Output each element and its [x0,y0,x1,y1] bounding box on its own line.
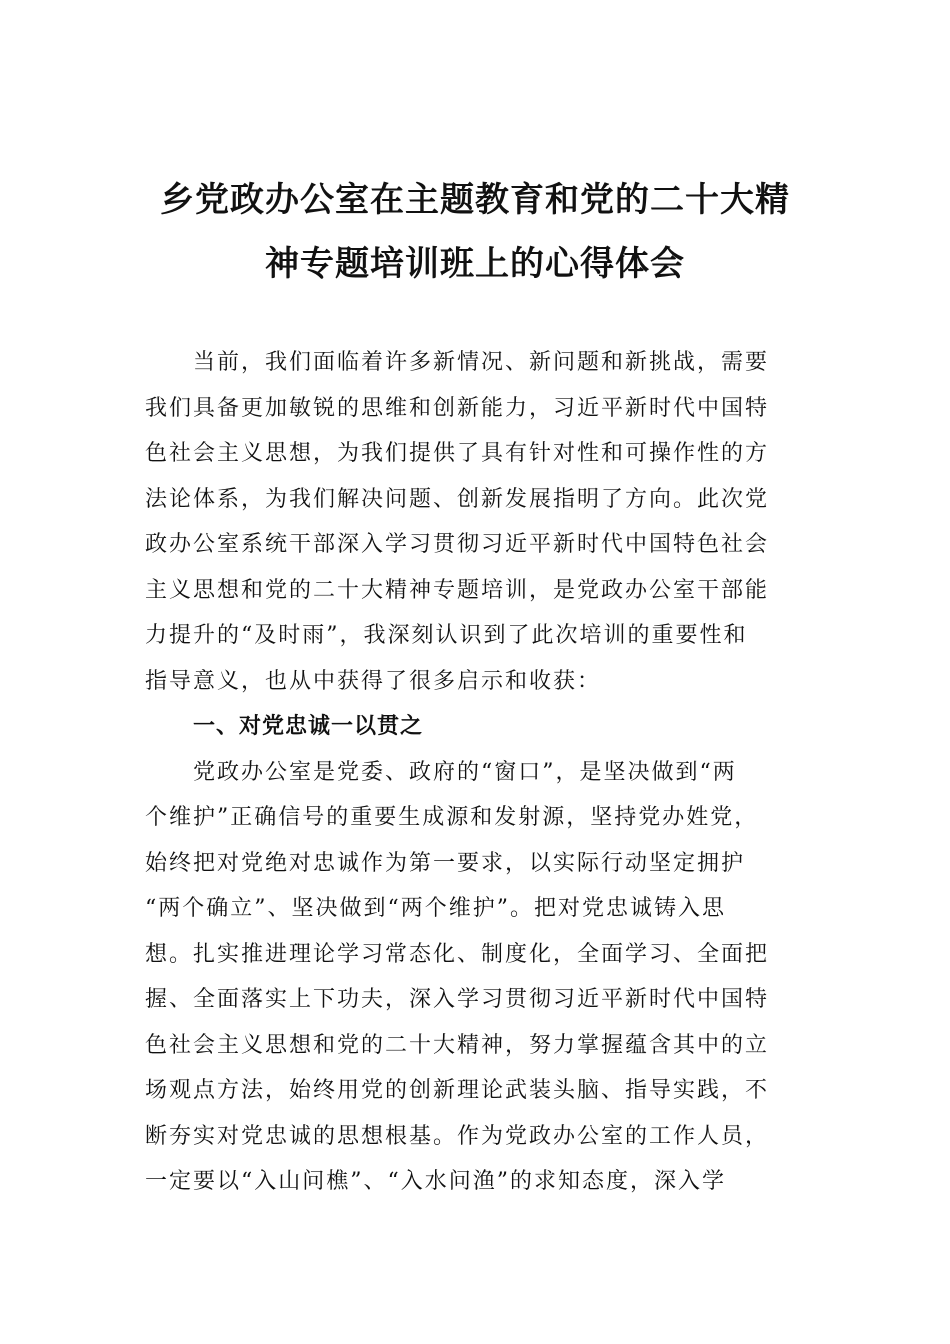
paragraph-line: 一定要以“入山问樵”、“入水问渔”的求知态度，深入学 [145,1169,726,1194]
paragraph-line: 我们具备更加敏锐的思维和创新能力，习近平新时代中国特 [145,395,770,421]
document-body [145,340,810,1205]
paragraph-line: 握、全面落实上下功夫，深入学习贯彻习近平新时代中国特 [145,987,770,1012]
paragraph-line: 法论体系，为我们解决问题、创新发展指明了方向。此次党 [145,486,770,512]
paragraph-line: “两个确立”、坚决做到“两个维护”。把对党忠诚铸入思 [145,896,726,921]
paragraph-line: 断夯实对党忠诚的思想根基。作为党政办公室的工作人员， [145,1123,770,1149]
paragraph-line: 始终把对党绝对忠诚作为第一要求，以实际行动坚定拥护 [145,850,746,876]
paragraph-line: 主义思想和党的二十大精神专题培训，是党政办公室干部能 [145,577,770,603]
section-heading: 一、对党忠诚一以贯之 [193,714,424,739]
paragraph-line: 个维护”正确信号的重要生成源和发射源，坚持党办姓党， [145,805,759,830]
paragraph-line: 党政办公室是党委、政府的“窗口”，是坚决做到“两 [193,759,737,785]
paragraph-line: 色社会主义思想，为我们提供了具有针对性和可操作性的方 [145,441,770,466]
paragraph-line: 场观点方法，始终用党的创新理论武装头脑、指导实践，不 [145,1078,770,1103]
paragraph-line: 力提升的“及时雨”，我深刻认识到了此次培训的重要性和 [145,623,748,648]
paragraph-line: 指导意义，也从中获得了很多启示和收获： [145,668,602,694]
paragraph-line: 当前，我们面临着许多新情况、新问题和新挑战，需要 [193,350,770,375]
paragraph-line: 想。扎实推进理论学习常态化、制度化，全面学习、全面把 [145,941,770,967]
title-line: 神专题培训班上的心得体会 [265,244,685,284]
paragraph-line: 色社会主义思想和党的二十大精神，努力掌握蕴含其中的立 [145,1032,770,1058]
paragraph-line: 政办公室系统干部深入学习贯彻习近平新时代中国特色社会 [145,532,770,557]
title-line: 乡党政办公室在主题教育和党的二十大精 [160,180,790,220]
document-title [140,168,810,296]
